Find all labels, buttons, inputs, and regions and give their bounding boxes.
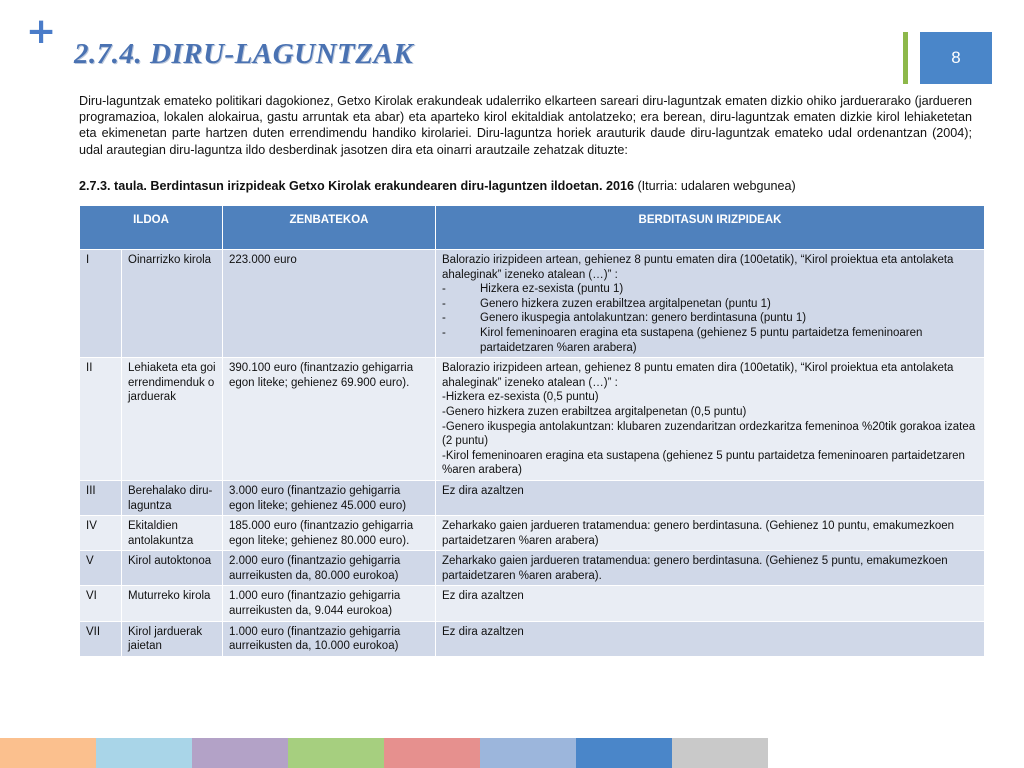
- row-criteria: Ez dira azaltzen: [436, 480, 985, 515]
- plus-icon: +: [26, 11, 57, 52]
- row-amount: 390.100 euro (finantzazio gehigarria egon liteke; gehienez 69.900 euro).: [223, 358, 436, 481]
- strip-block: [96, 738, 192, 768]
- accent-bar: [903, 32, 908, 84]
- table-row: [80, 621, 985, 656]
- criteria-intro: Balorazio irizpideen artean, gehienez 8 puntu ematen dira (100etatik), “Kirol proiektua eta antolaketa ahaleginak” izeneko atalean (…)” :: [442, 362, 954, 389]
- criteria-bullet: - Hizkera ez-sexista (puntu 1): [442, 283, 624, 296]
- criteria-line: -Genero ikuspegia antolakuntzan: klubaren zuzendaritzan ordezkaritza femeninoa %20tik gorakoa izatea (2 puntu): [442, 420, 976, 448]
- bottom-color-strip: [0, 738, 768, 768]
- row-criteria: Zeharkako gaien jardueren tratamendua: genero berdintasuna. (Gehienez 10 puntu, emakumezkoen partaidetzaren %aren arabera): [436, 516, 985, 551]
- row-number: VII: [80, 621, 122, 656]
- table-row: [80, 358, 985, 481]
- row-criteria: [436, 358, 985, 481]
- row-criteria: Zeharkako gaien jardueren tratamendua: genero berdintasuna. (Gehienez 5 puntu, emakumezkoen partaidetzaren %aren arabera).: [436, 551, 985, 586]
- criteria-line: -Genero hizkera zuzen erabiltzea argitalpenetan (0,5 puntu): [442, 405, 747, 418]
- row-line-name: Berehalako diru-laguntza: [122, 480, 223, 515]
- criteria-bullet: - Genero hizkera zuzen erabiltzea argitalpenetan (puntu 1): [442, 297, 771, 310]
- table-row: [80, 250, 985, 358]
- row-number: IV: [80, 516, 122, 551]
- row-number: VI: [80, 586, 122, 621]
- strip-block: [576, 738, 672, 768]
- row-line-name: Lehiaketa eta goi errendimenduk o jarduerak: [122, 358, 223, 481]
- table-caption-bold: 2.7.3. taula. Berdintasun irizpideak Getxo Kirolak erakundearen diru-laguntzen ildoetan. 2016: [79, 179, 634, 193]
- slide-title: 2.7.4. DIRU-LAGUNTZAK: [74, 38, 414, 70]
- criteria-bullet: - Kirol femeninoaren eragina eta sustapena (gehienez 5 puntu partaidetza femeninoaren partaidetzaren %aren arabera): [442, 326, 923, 354]
- row-amount: 223.000 euro: [223, 250, 436, 358]
- criteria-line: -Hizkera ez-sexista (0,5 puntu): [442, 391, 599, 404]
- table-caption-source: (Iturria: udalaren webgunea): [633, 179, 796, 193]
- header-zenbatekoa: ZENBATEKOA: [223, 206, 436, 250]
- row-criteria: Ez dira azaltzen: [436, 621, 985, 656]
- intro-paragraph: Diru-laguntzak emateko politikari dagokionez, Getxo Kirolak erakundeak udalerriko elkarteen sareari diru-laguntzak ematen dizkio ohiko jarduerarako (jardueren programazioa, lokalen alokairua, gastu arruntak eta abar) eta aparteko kirol ekitaldiak antolatzeko; era berean, diru-laguntzak ematen dizkie kirol lehiaketetan eta ekimenetan parte hartzen duten errendimendu handiko kirolariei. Diru-laguntza horiek arauturik daude diru-laguntzak emateko udal ordenantzan (2004); udal arautegian diru-laguntza ildo desberdinak jasotzen dira eta oinarri arautzaile zehatzak dituzte:: [79, 94, 972, 157]
- strip-block: [0, 738, 96, 768]
- row-line-name: Ekitaldien antolakuntza: [122, 516, 223, 551]
- table-row: [80, 551, 985, 586]
- table-row: [80, 516, 985, 551]
- row-number: III: [80, 480, 122, 515]
- row-number: II: [80, 358, 122, 481]
- row-criteria: Ez dira azaltzen: [436, 586, 985, 621]
- strip-block: [384, 738, 480, 768]
- row-line-name: Muturreko kirola: [122, 586, 223, 621]
- header-ildoa: ILDOA: [80, 206, 223, 250]
- page-number-box: [920, 32, 992, 84]
- subsidy-table: [79, 205, 985, 657]
- table-row: [80, 480, 985, 515]
- table-row: [80, 586, 985, 621]
- strip-block: [672, 738, 768, 768]
- row-amount: 3.000 euro (finantzazio gehigarria egon liteke; gehienez 45.000 euro): [223, 480, 436, 515]
- criteria-bullet: - Genero ikuspegia antolakuntzan: genero berdintasuna (puntu 1): [442, 312, 807, 325]
- strip-block: [288, 738, 384, 768]
- criteria-line: -Kirol femeninoaren eragina eta sustapena (gehienez 5 puntu partaidetza femeninoaren partaidetzaren %aren arabera): [442, 449, 965, 477]
- row-line-name: Oinarrizko kirola: [122, 250, 223, 358]
- row-number: I: [80, 250, 122, 358]
- row-amount: 1.000 euro (finantzazio gehigarria aurreikusten da, 10.000 eurokoa): [223, 621, 436, 656]
- criteria-intro: Balorazio irizpideen artean, gehienez 8 puntu ematen dira (100etatik), “Kirol proiektua eta antolaketa ahaleginak” izeneko atalean (…)” :: [442, 254, 954, 281]
- page-number: 8: [951, 48, 961, 67]
- strip-block: [192, 738, 288, 768]
- row-number: V: [80, 551, 122, 586]
- table-header-row: [80, 206, 985, 250]
- row-amount: 2.000 euro (finantzazio gehigarria aurreikusten da, 80.000 eurokoa): [223, 551, 436, 586]
- table-caption: [79, 178, 972, 194]
- row-line-name: Kirol autoktonoa: [122, 551, 223, 586]
- row-criteria: [436, 250, 985, 358]
- row-amount: 185.000 euro (finantzazio gehigarria egon liteke; gehienez 80.000 euro).: [223, 516, 436, 551]
- strip-block: [480, 738, 576, 768]
- row-line-name: Kirol jarduerak jaietan: [122, 621, 223, 656]
- row-amount: 1.000 euro (finantzazio gehigarria aurreikusten da, 9.044 eurokoa): [223, 586, 436, 621]
- header-irizpideak: BERDITASUN IRIZPIDEAK: [436, 206, 985, 250]
